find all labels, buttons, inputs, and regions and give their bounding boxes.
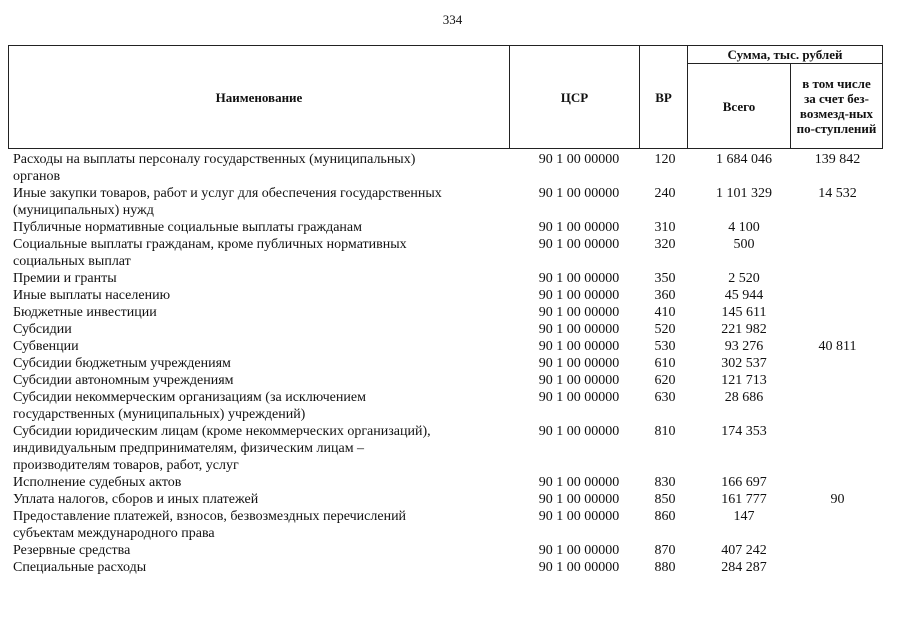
row-total: 500	[733, 237, 755, 252]
row-csr: 90 1 00 00000	[538, 475, 620, 490]
row-total: 302 537	[721, 356, 767, 371]
row-vr: 830	[654, 475, 676, 490]
row-name: Субсидии юридическим лицам (кроме некоммерческих организаций), индивидуальным предпринимателям, физическим лицам – производителям товаров, работ, услуг	[13, 424, 431, 473]
row-name: Резервные средства	[13, 543, 131, 558]
header-total: Всего	[687, 63, 791, 149]
row-vr: 310	[654, 220, 676, 235]
row-vr: 410	[654, 305, 676, 320]
row-total: 407 242	[721, 543, 767, 558]
row-csr: 90 1 00 00000	[538, 543, 620, 558]
row-vr: 620	[654, 373, 676, 388]
row-csr: 90 1 00 00000	[538, 288, 620, 303]
row-total: 174 353	[721, 424, 767, 439]
header-including-text: в том числе за счет без-возмезд-ных по-ступлений	[796, 76, 877, 136]
row-name: Субсидии некоммерческим организациям (за исключением государственных (муниципальных) учреждений)	[13, 390, 366, 422]
row-name: Иные закупки товаров, работ и услуг для обеспечения государственных (муниципальных) нужд	[13, 186, 442, 218]
header-name: Наименование	[8, 45, 510, 149]
row-including: 139 842	[814, 152, 861, 167]
row-name: Специальные расходы	[13, 560, 147, 575]
row-total: 121 713	[721, 373, 767, 388]
row-csr: 90 1 00 00000	[538, 186, 620, 201]
row-csr: 90 1 00 00000	[538, 271, 620, 286]
row-total: 93 276	[724, 339, 764, 354]
page-number: 334	[442, 12, 463, 27]
row-including: 40 811	[818, 339, 857, 354]
row-name: Исполнение судебных актов	[13, 475, 182, 490]
row-csr: 90 1 00 00000	[538, 424, 620, 439]
row-total: 2 520	[728, 271, 760, 286]
row-name: Субсидии бюджетным учреждениям	[13, 356, 231, 371]
row-csr: 90 1 00 00000	[538, 390, 620, 405]
header-csr: ЦСР	[509, 45, 640, 149]
row-total: 284 287	[721, 560, 767, 575]
row-csr: 90 1 00 00000	[538, 356, 620, 371]
row-name: Уплата налогов, сборов и иных платежей	[13, 492, 259, 507]
row-total: 1 684 046	[716, 152, 772, 167]
table-body	[0, 150, 905, 630]
row-csr: 90 1 00 00000	[538, 322, 620, 337]
row-total: 4 100	[728, 220, 760, 235]
row-name: Бюджетные инвестиции	[13, 305, 157, 320]
row-total: 166 697	[721, 475, 767, 490]
row-including: 14 532	[818, 186, 857, 201]
row-csr: 90 1 00 00000	[538, 220, 620, 235]
row-csr: 90 1 00 00000	[538, 339, 620, 354]
row-name: Субсидии автономным учреждениям	[13, 373, 234, 388]
row-vr: 880	[654, 560, 676, 575]
row-csr: 90 1 00 00000	[538, 237, 620, 252]
header-including	[790, 63, 883, 149]
row-name: Иные выплаты населению	[13, 288, 171, 303]
row-name: Предоставление платежей, взносов, безвозмездных перечислений субъектам международного права	[13, 509, 407, 541]
row-name: Публичные нормативные социальные выплаты гражданам	[13, 220, 362, 235]
row-total: 145 611	[721, 305, 767, 320]
row-csr: 90 1 00 00000	[538, 560, 620, 575]
row-total: 45 944	[724, 288, 764, 303]
row-name: Премии и гранты	[13, 271, 117, 286]
row-including: 90	[830, 492, 845, 507]
row-vr: 520	[654, 322, 676, 337]
row-csr: 90 1 00 00000	[538, 492, 620, 507]
row-name: Субвенции	[13, 339, 79, 354]
row-vr: 610	[654, 356, 676, 371]
row-vr: 240	[654, 186, 676, 201]
row-csr: 90 1 00 00000	[538, 305, 620, 320]
row-vr: 360	[654, 288, 676, 303]
row-csr: 90 1 00 00000	[538, 373, 620, 388]
row-name: Субсидии	[13, 322, 72, 337]
row-vr: 120	[654, 152, 676, 167]
header-amount-group: Сумма, тыс. рублей	[687, 45, 883, 64]
row-vr: 870	[654, 543, 676, 558]
row-total: 161 777	[721, 492, 767, 507]
row-vr: 630	[654, 390, 676, 405]
row-vr: 530	[654, 339, 676, 354]
header-vr: ВР	[639, 45, 688, 149]
row-vr: 850	[654, 492, 676, 507]
row-name: Расходы на выплаты персоналу государственных (муниципальных) органов	[13, 152, 416, 184]
row-csr: 90 1 00 00000	[538, 152, 620, 167]
row-vr: 350	[654, 271, 676, 286]
row-vr: 320	[654, 237, 676, 252]
row-csr: 90 1 00 00000	[538, 509, 620, 524]
row-total: 147	[733, 509, 755, 524]
row-vr: 810	[654, 424, 676, 439]
row-total: 28 686	[724, 390, 764, 405]
row-name: Социальные выплаты гражданам, кроме публичных нормативных социальных выплат	[13, 237, 407, 269]
row-total: 1 101 329	[716, 186, 772, 201]
row-vr: 860	[654, 509, 676, 524]
row-total: 221 982	[721, 322, 767, 337]
